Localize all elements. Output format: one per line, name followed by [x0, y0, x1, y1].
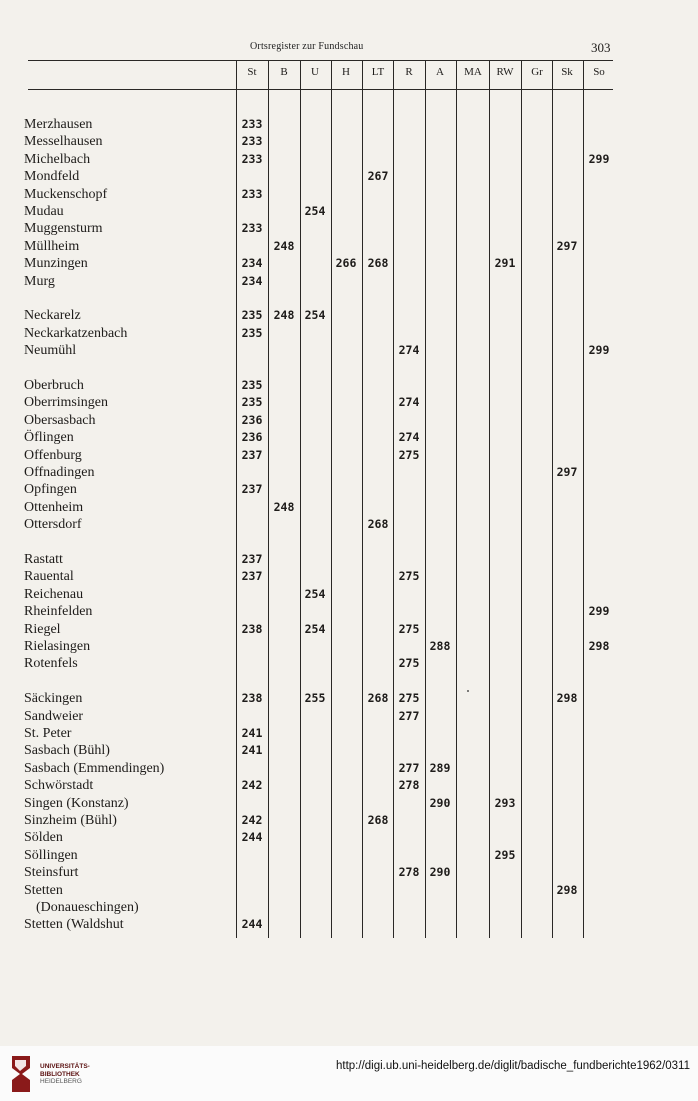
table-row: [0, 273, 698, 290]
place-name: Stetten (Waldshut: [24, 917, 124, 933]
page-ref-st: 233: [241, 221, 263, 236]
page-ref-rw: 293: [494, 795, 516, 810]
place-name: Munzingen: [24, 256, 88, 272]
place-name: Sandweier: [24, 708, 84, 724]
column-header-r: R: [405, 66, 413, 78]
place-name: Öflingen: [24, 430, 74, 446]
table-row: [0, 464, 698, 481]
table-row: [0, 116, 698, 133]
place-name: Sölden: [24, 830, 63, 846]
place-name: Stetten: [24, 882, 63, 898]
page-ref-st: 237: [241, 447, 263, 462]
page-ref-b: 248: [273, 238, 295, 253]
place-name: Rastatt: [24, 552, 63, 567]
table-row: [0, 916, 698, 933]
column-divider: [300, 61, 301, 938]
place-name: Söllingen: [24, 847, 78, 863]
table-row: [0, 499, 698, 516]
page-ref-rw: 291: [494, 256, 516, 271]
library-logo-icon: [10, 1054, 34, 1094]
place-name: Messelhausen: [24, 134, 103, 150]
table-row: [0, 447, 698, 464]
column-divider: [268, 61, 269, 938]
place-name: Rielasingen: [24, 639, 91, 654]
place-name: Müllheim: [24, 238, 80, 254]
page-ref-lt: 268: [367, 691, 389, 706]
page-ref-st: 233: [241, 134, 263, 149]
column-divider: [456, 61, 457, 938]
table-row: [0, 551, 698, 568]
place-name: Neckarkatzenbach: [24, 325, 128, 341]
library-line-1: UNIVERSITÄTS-: [40, 1063, 90, 1070]
table-row: [0, 829, 698, 846]
page-ref-st: 235: [241, 378, 263, 392]
place-name: Opfingen: [24, 482, 77, 498]
place-name: Ottersdorf: [24, 517, 82, 533]
page-ref-sk: 297: [556, 238, 578, 253]
place-name: Reichenau: [24, 586, 84, 602]
page-ref-r: 278: [398, 865, 420, 880]
page-ref-a: 290: [429, 865, 451, 880]
table-row: [0, 220, 698, 237]
page-ref-so: 298: [588, 639, 610, 653]
page-ref-lt: 268: [367, 813, 389, 827]
page-ref-u: 254: [304, 586, 326, 601]
table-row: [0, 603, 698, 620]
place-name: Rheinfelden: [24, 604, 93, 620]
place-name: Mudau: [24, 204, 64, 219]
library-name: [40, 1063, 90, 1086]
place-name: Ottenheim: [24, 499, 84, 515]
place-name: Muckenschopf: [24, 186, 108, 202]
table-row: [0, 481, 698, 498]
page-ref-lt: 268: [367, 517, 389, 532]
source-url-link[interactable]: http://digi.ub.uni-heidelberg.de/diglit/badische_fundberichte1962/0311: [336, 1060, 690, 1072]
place-name: Obersasbach: [24, 412, 96, 428]
page-ref-st: 233: [241, 186, 263, 201]
page-ref-lt: 267: [367, 169, 389, 184]
table-row: [0, 377, 698, 394]
page-ref-sk: 298: [556, 691, 578, 706]
column-divider: [521, 61, 522, 938]
table-row: [0, 812, 698, 829]
page-ref-r: 274: [398, 343, 420, 358]
library-line-2: BIBLIOTHEK: [40, 1070, 80, 1078]
table-row: [0, 725, 698, 742]
footer-bar: [0, 1046, 698, 1101]
table-row: [0, 151, 698, 168]
place-name: Säckingen: [24, 691, 83, 707]
table-row: [0, 655, 698, 672]
page-ref-sk: 298: [556, 882, 578, 897]
place-name: Rotenfels: [24, 656, 78, 672]
place-name: Sinzheim (Bühl): [24, 813, 117, 828]
column-divider: [425, 61, 426, 938]
page-ref-st: 244: [241, 830, 263, 845]
ink-speck: [467, 690, 469, 692]
column-divider: [583, 61, 584, 938]
place-name: Murg: [24, 273, 55, 289]
place-name: Mondfeld: [24, 169, 80, 185]
page-ref-so: 299: [588, 151, 610, 166]
page-ref-st: 237: [241, 552, 263, 566]
table-row: [0, 307, 698, 324]
page-ref-r: 275: [398, 569, 420, 584]
column-divider: [362, 61, 363, 938]
place-name: St. Peter: [24, 726, 72, 741]
page-ref-r: 274: [398, 430, 420, 445]
table-row: [0, 429, 698, 446]
table-row: [0, 255, 698, 272]
page-ref-st: 241: [241, 743, 263, 758]
column-header-so: So: [593, 66, 605, 78]
place-name: Offnadingen: [24, 465, 95, 480]
place-name: Merzhausen: [24, 117, 93, 132]
page-ref-a: 289: [429, 760, 451, 775]
place-name: Steinsfurt: [24, 865, 79, 881]
page-ref-u: 254: [304, 308, 326, 323]
page-ref-r: 275: [398, 621, 420, 636]
column-header-b: B: [280, 66, 288, 78]
page-ref-st: 238: [241, 621, 263, 636]
column-divider: [489, 61, 490, 938]
place-name: Michelbach: [24, 151, 91, 167]
page-ref-sk: 297: [556, 465, 578, 479]
page-header: Ortsregister zur Fundschau: [250, 41, 364, 52]
place-name: Sasbach (Emmendingen): [24, 760, 165, 776]
table-row: [0, 325, 698, 342]
page-ref-st: 244: [241, 917, 263, 932]
page-ref-st: 236: [241, 412, 263, 427]
table-row: [0, 412, 698, 429]
page-ref-st: 242: [241, 778, 263, 793]
page-ref-st: 242: [241, 813, 263, 827]
column-divider: [552, 61, 553, 938]
page-number: 303: [591, 40, 611, 55]
table-row: [0, 186, 698, 203]
column-header-u: U: [311, 66, 319, 78]
column-header-a: A: [436, 66, 444, 78]
page-ref-r: 277: [398, 708, 420, 723]
column-header-h: H: [342, 66, 350, 78]
page-ref-r: 274: [398, 395, 420, 410]
place-name: Riegel: [24, 621, 61, 637]
header-rule: [28, 89, 613, 90]
page-ref-st: 235: [241, 325, 263, 340]
table-row: [0, 847, 698, 864]
page-ref-a: 290: [429, 795, 451, 810]
page-ref-b: 248: [273, 308, 295, 323]
table-row: [0, 742, 698, 759]
place-name: Sasbach (Bühl): [24, 743, 110, 759]
place-name: Rauental: [24, 569, 74, 585]
place-name: Oberrimsingen: [24, 395, 108, 411]
place-name: Muggensturm: [24, 221, 103, 237]
page-ref-st: 234: [241, 256, 263, 271]
page-ref-st: 233: [241, 117, 263, 131]
place-name: Offenburg: [24, 447, 82, 463]
page-ref-st: 237: [241, 569, 263, 584]
column-divider: [236, 61, 237, 938]
table-row: [0, 238, 698, 255]
column-divider: [393, 61, 394, 938]
page-ref-r: 277: [398, 760, 420, 775]
page-ref-b: 248: [273, 499, 295, 514]
page-ref-so: 299: [588, 604, 610, 619]
place-name: Neumühl: [24, 343, 77, 359]
table-row: [0, 690, 698, 707]
page-ref-st: 234: [241, 273, 263, 288]
table-row: [0, 638, 698, 655]
table-row: [0, 864, 698, 881]
top-rule: [28, 60, 613, 61]
table-row: [0, 168, 698, 185]
page-ref-so: 299: [588, 343, 610, 358]
place-name: Schwörstadt: [24, 778, 94, 794]
column-header-ma: MA: [464, 66, 482, 78]
table-row: [0, 568, 698, 585]
table-row: [0, 203, 698, 220]
place-name: Oberbruch: [24, 378, 84, 393]
library-line-3: HEIDELBERG: [40, 1078, 82, 1085]
page-ref-st: 235: [241, 308, 263, 323]
place-name: Singen (Konstanz): [24, 795, 129, 811]
table-row: [0, 342, 698, 359]
column-header-gr: Gr: [531, 66, 543, 78]
column-header-sk: Sk: [561, 66, 573, 78]
page-ref-h: 266: [335, 256, 357, 271]
table-row: [0, 899, 698, 916]
page-ref-r: 275: [398, 656, 420, 671]
page-ref-lt: 268: [367, 256, 389, 271]
page-ref-st: 237: [241, 482, 263, 497]
page-ref-st: 236: [241, 430, 263, 445]
table-row: [0, 516, 698, 533]
page-ref-u: 254: [304, 204, 326, 218]
page-ref-rw: 295: [494, 847, 516, 862]
page-ref-a: 288: [429, 639, 451, 653]
page-ref-r: 275: [398, 447, 420, 462]
column-header-rw: RW: [496, 66, 514, 78]
table-row: [0, 133, 698, 150]
table-row: [0, 795, 698, 812]
column-divider: [331, 61, 332, 938]
place-name: (Donaueschingen): [36, 900, 139, 915]
table-row: [0, 777, 698, 794]
page-ref-st: 233: [241, 151, 263, 166]
column-header-lt: LT: [371, 66, 385, 78]
page-ref-st: 238: [241, 691, 263, 706]
table-row: [0, 760, 698, 777]
page-ref-u: 254: [304, 621, 326, 636]
table-row: [0, 394, 698, 411]
table-row: [0, 586, 698, 603]
table-row: [0, 708, 698, 725]
place-name: Neckarelz: [24, 308, 81, 324]
page-ref-r: 275: [398, 691, 420, 706]
column-header-st: St: [247, 66, 257, 78]
page-ref-u: 255: [304, 691, 326, 706]
page-ref-st: 235: [241, 395, 263, 410]
page-ref-st: 241: [241, 726, 263, 740]
page-ref-r: 278: [398, 778, 420, 793]
table-row: [0, 621, 698, 638]
table-row: [0, 882, 698, 899]
